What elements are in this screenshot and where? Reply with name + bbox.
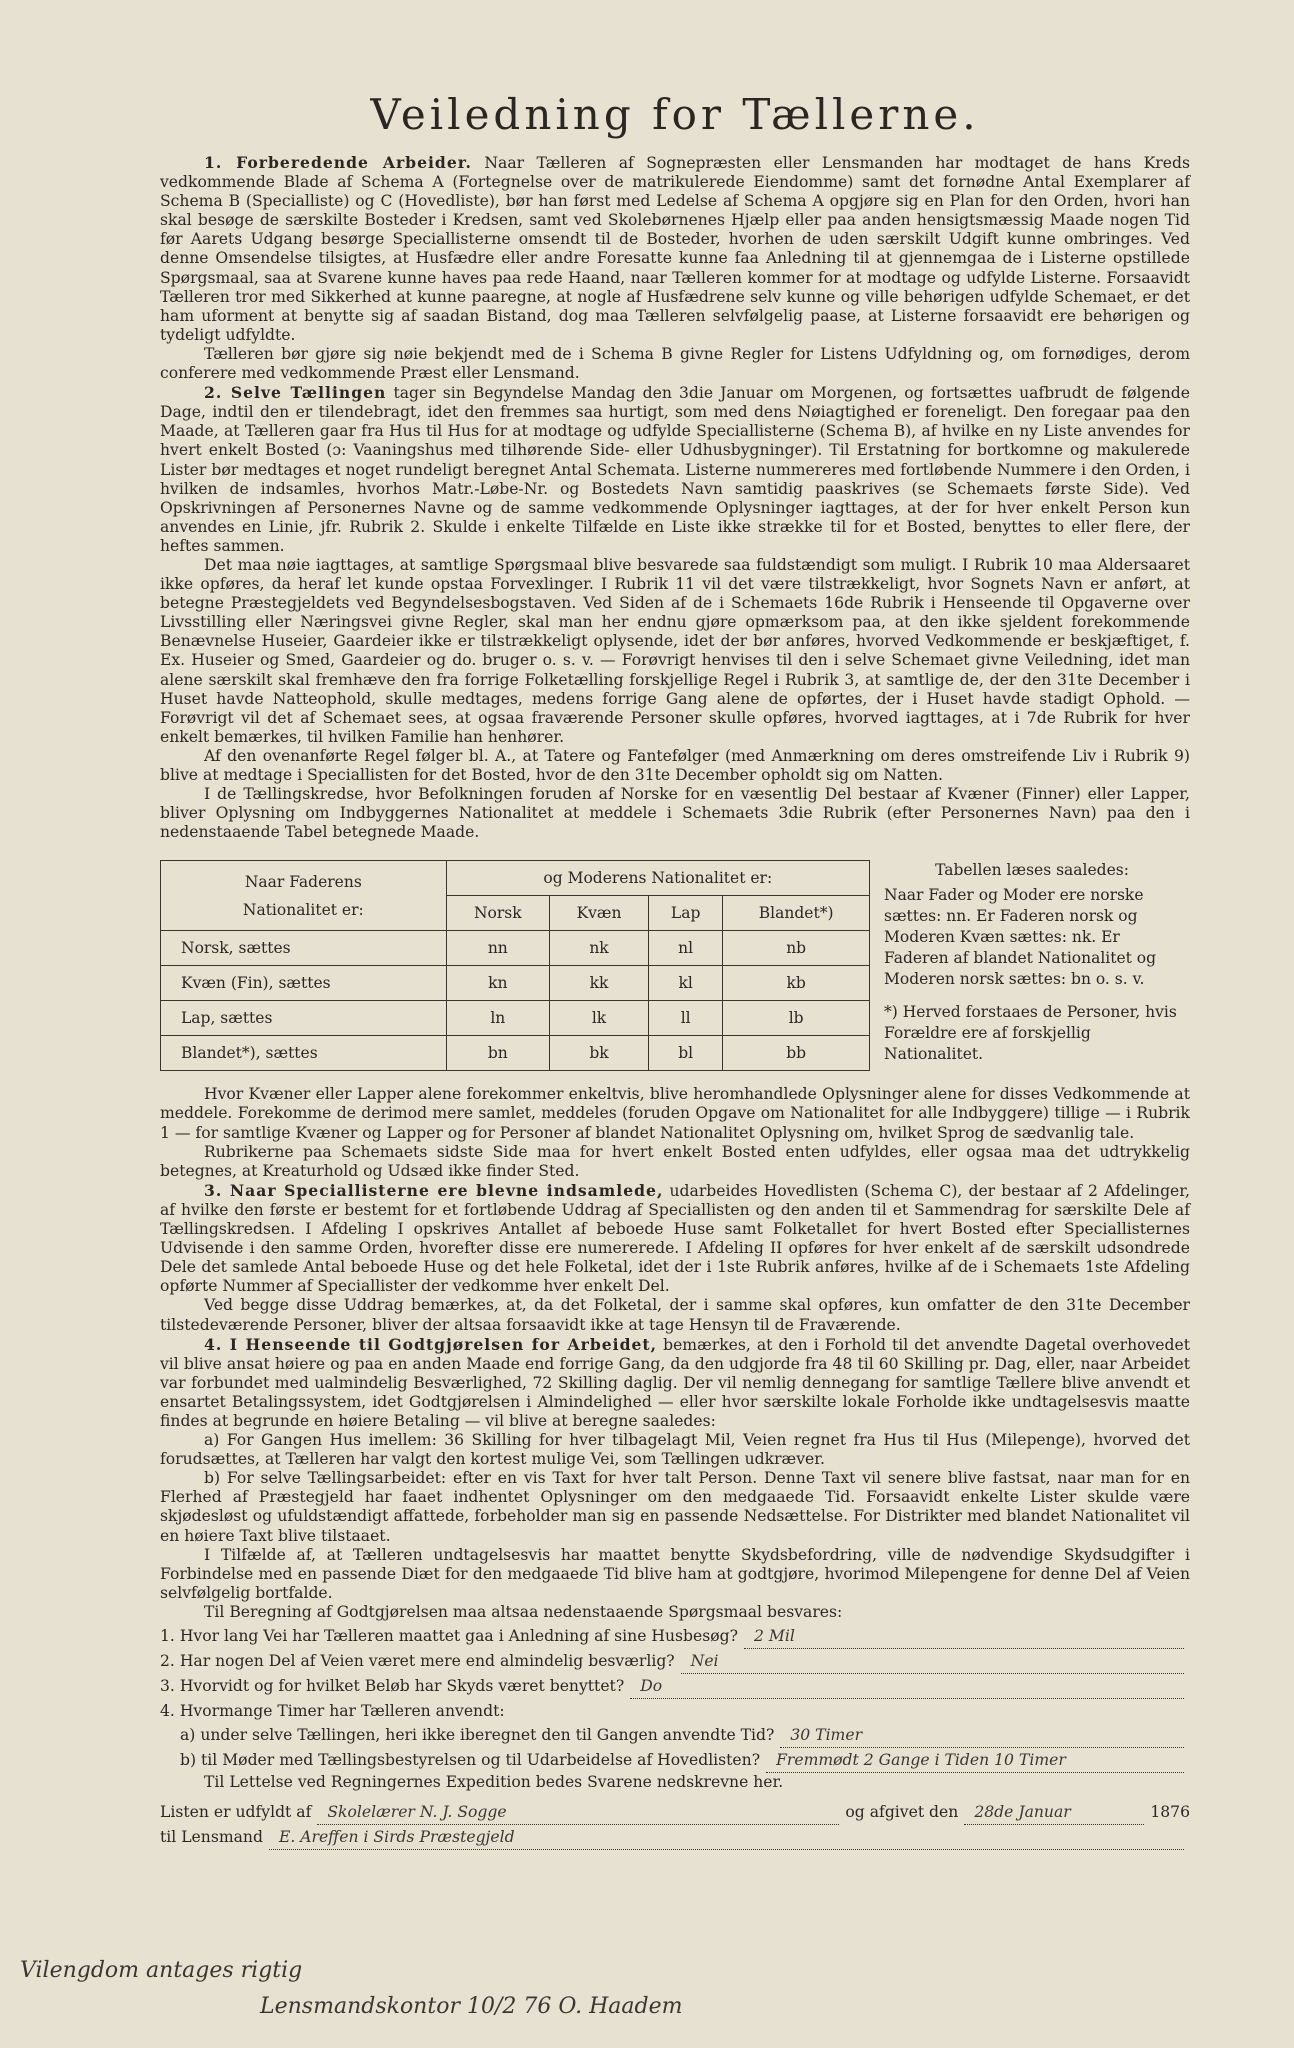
section-2-para-1 bbox=[160, 383, 1190, 556]
section-3-para-2: Ved begge disse Uddrag bemærkes, at, da det Folketal, der i samme skal opføres, kun omfatter de den 31te December tilstedeværende Personer, bliver der altsaa forsaavidt ikke at tage Hensyn til de Fraværende. bbox=[160, 1296, 1190, 1334]
question-text: 1. Hvor lang Vei har Tælleren maattet gaa i Anledning af sine Husbesøg? bbox=[160, 1627, 738, 1645]
section-4-item-b: b) For selve Tællingsarbeidet: efter en vis Taxt for hver talt Person. Denne Taxt vil senere blive fastsat, naar man for en Flerhed af Præstegjeld har faaet indhentet Oplysninger om den medgaaede Tid. Forsaavidt enkelte Lister skulde være skjødesløst og ufuldstændigt affattede, forbeholder man sig en passende Nedsættelse. For Distrikter med blandet Nationalitet vil en høiere Taxt blive tilstaaet. bbox=[160, 1469, 1190, 1545]
filled-by-field[interactable]: Skolelærer N. J. Sogge bbox=[317, 1800, 839, 1825]
table-cell: kk bbox=[550, 966, 649, 1001]
table-row bbox=[161, 1036, 870, 1071]
table-cell: nb bbox=[723, 931, 870, 966]
question-row bbox=[160, 1649, 1190, 1674]
table-row bbox=[161, 966, 870, 1001]
section-1-heading: 1. Forberedende Arbeider. bbox=[204, 153, 472, 172]
table-cell: kn bbox=[446, 966, 549, 1001]
table-cell: lb bbox=[723, 1001, 870, 1036]
answer-field[interactable]: Nei bbox=[681, 1649, 1184, 1674]
answer-field[interactable]: Fremmødt 2 Gange i Tiden 10 Timer bbox=[766, 1748, 1184, 1773]
section-2-text: tager sin Begyndelse Mandag den 3die Januar om Morgenen, og fortsættes uafbrudt de følgende Dage, indtil den er tilendebragt, idet den fremmes saa hurtigt, som med dens Nøiagtighed er foreneligt. Den foregaar paa den Maade, at Tælleren gaar fra Hus til Hus for at modtage og udfylde Speciallisterne (Schema B), af hvilke en ny Liste anvendes for hvert enkelt Bosted (ɔ: Vaaningshus med tilhørende Side- eller Udhusbygninger). Til Erstatning for bortkomne og makulerede Lister bør medtages et noget rundeligt beregnet Antal Schemata. Listerne nummereres med fortløbende Nummere i den Orden, i hvilken de indsamles, hvorhos Matr.-Løbe-Nr. og Bostedets Navn samtidig paaskrives (se Schemaets første Side). Ved Opskrivningen af Personernes Navne og de samme vedkommende Oplysninger iagttages, at der for hver enkelt Person kun anvendes en Linie, jfr. Rubrik 2. Skulde i enkelte Tilfælde en Liste ikke strække til for et Bosted, benyttes to eller flere, der heftes sammen. bbox=[160, 384, 1190, 555]
section-2-para-5: Hvor Kvæner eller Lapper alene forekommer enkeltvis, blive heromhandlede Oplysninger alene for disses Vedkommende at meddele. Forekomme de derimod mere samlet, meddeles (foruden Opgave om Nationalitet for alle Indbyggere) tillige — i Rubrik 1 — for samtlige Kvæner og Lapper og for Personer af blandet Nationalitet Oplysning om, hvilket Sprog de sædvanlig tale. bbox=[160, 1085, 1190, 1142]
question-text: a) under selve Tællingen, heri ikke iberegnet den til Gangen anvendte Tid? bbox=[180, 1726, 775, 1744]
section-4-text: bemærkes, at den i Forhold til det anvendte Dagetal overhovedet vil blive ansat høiere og paa en anden Maade end forrige Gang, da den udgjorde fra 48 til 60 Skilling pr. Dag, eller, naar Arbeidet var forbundet med ualmindelig Besværlighed, 72 Skilling daglig. Der vil nemlig dennegang for samtlige Tællere blive anvendt et ensartet Betalingssystem, idet Godtgjørelsen i Almindelighed — eller hvor særskilte lokale Forholde ikke undtagelsesvis maatte findes at begrunde en høiere Betaling — vil blive at beregne saaledes: bbox=[160, 1335, 1191, 1430]
table-cell: ll bbox=[649, 1001, 723, 1036]
question-row bbox=[160, 1748, 1190, 1773]
closing-instruction: Til Lettelse ved Regningernes Expedition bedes Svarene nedskrevne her. bbox=[204, 1773, 784, 1791]
table-cell: ln bbox=[446, 1001, 549, 1036]
submitted-label: og afgivet den bbox=[845, 1803, 959, 1822]
section-3-heading: 3. Naar Speciallisterne ere blevne indsamlede, bbox=[204, 1180, 664, 1200]
question-text: 2. Har nogen Del af Veien været mere end almindelig besværlig? bbox=[160, 1652, 675, 1670]
table-header-father-line2: Nationalitet er: bbox=[242, 900, 364, 919]
section-4-para-3: Til Beregning af Godtgjørelsen maa altsaa nedenstaaende Spørgsmaal besvares: bbox=[204, 1602, 843, 1621]
questions-list bbox=[160, 1624, 1190, 1792]
table-cell: bn bbox=[446, 1036, 549, 1071]
nationality-block bbox=[160, 860, 1190, 1071]
row-label: Blandet*), sættes bbox=[161, 1036, 447, 1071]
question-text: 4. Hvormange Timer har Tælleren anvendt: bbox=[160, 1702, 505, 1720]
section-2-para-4: I de Tællingskredse, hvor Befolkningen foruden af Norske for en væsentlig Del bestaar af Kvæner (Finner) eller Lapper, bliver Oplysning om Indbyggernes Nationalitet at meddele i Schemaets 3die Rubrik (efter Personernes Navn) paa den i nedenstaaende Tabel betegnede Maade. bbox=[160, 785, 1190, 842]
table-cell: bk bbox=[550, 1036, 649, 1071]
section-1-text: Naar Tælleren af Sognepræsten eller Lensmanden har modtaget de hans Kreds vedkommende Blade af Schema A (Fortegnelse over de matrikulerede Eiendomme) samt det fornødne Antal Exemplarer af Schema B (Specialliste) og C (Hovedliste), bør han først med Ledelse af Schema A opgjøre sig en Plan for den Orden, hvori han skal besøge de særskilte Bosteder i Kredsen, samt ved Skolebørnenes Hjælp eller paa anden hensigtsmæssig Maade nogen Tid før Aarets Udgang besørge Speciallisterne omsendt til de Bosteder, hvorhen de uden særskilt Udgift kunne ombringes. Ved denne Omsendelse tilsigtes, at Husfædre eller andre Foresatte kunne faa Anledning til at gjennemgaa de i Listerne opstillede Spørgsmaal, saa at Svarene kunne haves paa rede Haand, naar Tælleren kommer for at modtage og udfylde Listerne. Forsaavidt Tælleren tror med Sikkerhed at kunne paaregne, at nogle af Husfædrene selv kunne og ville behørigen udfylde Schemaet, er det ham uforment at benytte sig af saadan Bistand, dog maa Tælleren selvfølgelig paase, at Listerne forsaavidt ere behørigen og tydeligt udfyldte. bbox=[160, 154, 1190, 344]
section-3-text: udarbeides Hovedlisten (Schema C), der bestaar af 2 Afdelinger, af hvilke den første er bestemt for et fortløbende Uddrag af Speciallisten og den anden til et Sammendrag for særskilte Dele af Tællingskredsen. I Afdeling I opskrives Antallet af beboede Huse samt Folketallet for hvert Bosted efter Speciallisternes Udvisende i den samme Orden, hvorefter disse ere numererede. I Afdeling II opføres for hver enkelt af de særskilt udsondrede Dele det samlede Antal beboede Huse og det hele Folketal, idet der i 1ste Rubrik anføres, hvilke af de i Schemaets 1ste Afdeling opførte Nummer af Speciallister der vedkomme hver enkelt Del. bbox=[160, 1181, 1190, 1296]
table-cell: nn bbox=[446, 931, 549, 966]
table-row bbox=[161, 931, 870, 966]
question-text: 3. Hvorvidt og for hvilket Beløb har Skyds været benyttet? bbox=[160, 1677, 625, 1695]
section-3-para-1 bbox=[160, 1181, 1190, 1297]
table-cell: bl bbox=[649, 1036, 723, 1071]
question-row bbox=[160, 1624, 1190, 1649]
table-cell: nl bbox=[649, 931, 723, 966]
answer-field[interactable]: 30 Timer bbox=[780, 1723, 1184, 1748]
question-row bbox=[160, 1699, 1190, 1723]
table-header-father-line1: Naar Faderens bbox=[244, 872, 362, 891]
table-row bbox=[161, 1001, 870, 1036]
answer-field[interactable]: 2 Mil bbox=[744, 1624, 1184, 1649]
explanation-heading: Tabellen læses saaledes: bbox=[935, 861, 1129, 880]
question-row bbox=[160, 1674, 1190, 1699]
row-label: Kvæn (Fin), sættes bbox=[161, 966, 447, 1001]
table-header-father bbox=[161, 861, 447, 931]
table-explanation bbox=[884, 860, 1180, 1065]
table-cell: kb bbox=[723, 966, 870, 1001]
column-header: Blandet*) bbox=[723, 896, 870, 931]
section-4-heading: 4. I Henseende til Godtgjørelsen for Arbeidet, bbox=[204, 1334, 658, 1354]
question-text: b) til Møder med Tællingsbestyrelsen og til Udarbeidelse af Hovedlisten? bbox=[180, 1751, 761, 1769]
explanation-footnote: *) Herved forstaaes de Personer, hvis Forældre ere af forskjellig Nationalitet. bbox=[884, 1003, 1177, 1064]
table-cell: lk bbox=[550, 1001, 649, 1036]
table-header-mother: og Moderens Nationalitet er: bbox=[446, 861, 869, 896]
page-title: Veiledning for Tællerne. bbox=[370, 90, 980, 139]
table-cell: kl bbox=[649, 966, 723, 1001]
footer-line-2 bbox=[160, 1825, 1190, 1850]
footer-line-1 bbox=[160, 1800, 1190, 1825]
section-1-para-1 bbox=[160, 153, 1190, 345]
handwritten-note-2: Lensmandskontor 10/2 76 O. Haadem bbox=[260, 1994, 683, 2019]
section-2-para-2: Det maa nøie iagttages, at samtlige Spørgsmaal blive besvarede saa fuldstændigt som muligt. I Rubrik 10 maa Aldersaaret ikke opføres, da heraf let kunde opstaa Forvexlinger. I Rubrik 11 vil det være tilstrækkeligt, hvor Sognets Navn er anført, at betegne Præstegjeldets ved Begyndelsesbogstaven. Ved Siden af de i Schemaets 16de Rubrik i Henseende til Opgaverne over Livsstilling eller Næringsvei givne Regler, skal man her endnu gjøre opmærksom paa, at den ikke sjeldent forekommende Benævnelse Huseier, Gaardeier ikke er tilstrækkeligt oplysende, idet der bør anføres, hvorved Vedkommende er beskjæftiget, f. Ex. Huseier og Smed, Gaardeier og do. bruger o. s. v. — Forøvrigt henvises til den i selve Schemaet givne Veiledning, idet man alene særskilt skal fremhæve den fra forrige Folketælling forskjellige Regel i Rubrik 3, at samtlige de, der den 31te December i Huset havde Natteophold, skulle medtages, medens forrige Gang alene de opførtes, der i Huset havde stadigt Ophold. — Forøvrigt vil det af Schemaet sees, at ogsaa fraværende Personer skulle opføres, hvorved iagttages, at i 7de Rubrik for hver enkelt bemærkes, til hvilken Familie han henhører. bbox=[160, 555, 1190, 746]
submitted-date-field[interactable]: 28de Januar bbox=[964, 1800, 1144, 1825]
answer-field[interactable]: Do bbox=[630, 1674, 1184, 1699]
row-label: Norsk, sættes bbox=[161, 931, 447, 966]
explanation-text: Naar Fader og Moder ere norske sættes: nn. Er Faderen norsk og Moderen Kvæn sættes: nk. Er Faderen af blandet Nationalitet og Moderen norsk sættes: bn o. s. v. bbox=[884, 886, 1157, 989]
handwritten-note-1: Vilengdom antages rigtig bbox=[20, 1958, 303, 1983]
guidance-sheet bbox=[160, 90, 1190, 1850]
section-2-para-6: Rubrikerne paa Schemaets sidste Side maa for hvert enkelt Bosted enten udfyldes, eller ogsaa maa det udtrykkelig betegnes, at Kreaturhold og Udsæd ikke finder Sted. bbox=[160, 1142, 1190, 1180]
sheriff-field[interactable]: E. Areffen i Sirds Præstegjeld bbox=[269, 1825, 1184, 1850]
column-header: Norsk bbox=[446, 896, 549, 931]
section-4-para-1 bbox=[160, 1335, 1190, 1431]
sheriff-label: til Lensmand bbox=[160, 1828, 263, 1847]
section-4-para-2: I Tilfælde af, at Tælleren undtagelsesvis har maattet benytte Skydsbefordring, ville de nødvendige Skydsudgifter i Forbindelse med en passende Diæt for den medgaaede Tid blive ham at godtgjøre, hvorimod Milepengene for denne Del af Veien selvfølgelig bortfalde. bbox=[160, 1545, 1190, 1602]
question-row bbox=[160, 1723, 1190, 1748]
table-cell: bb bbox=[723, 1036, 870, 1071]
section-2-para-3: Af den ovenanførte Regel følger bl. A., at Tatere og Fantefølger (med Anmærkning om deres omstreifende Liv i Rubrik 9) blive at medtage i Speciallisten for det Bosted, hvor de den 31te December opholdt sig om Natten. bbox=[160, 746, 1190, 784]
year-label: 1876 bbox=[1150, 1803, 1190, 1822]
row-label: Lap, sættes bbox=[161, 1001, 447, 1036]
filled-by-label: Listen er udfyldt af bbox=[160, 1803, 312, 1822]
table-cell: nk bbox=[550, 931, 649, 966]
section-1-para-2: Tælleren bør gjøre sig nøie bekjendt med de i Schema B givne Regler for Listens Udfyldning og, om fornødiges, derom conferere med vedkommende Præst eller Lensmand. bbox=[160, 344, 1190, 383]
section-2-heading: 2. Selve Tællingen bbox=[204, 383, 387, 403]
column-header: Lap bbox=[649, 896, 723, 931]
section-4-item-a: a) For Gangen Hus imellem: 36 Skilling for hver tilbagelagt Mil, Veien regnet fra Hus til Hus (Milepenge), hvorved det forudsættes, at Tælleren har valgt den kortest mulige Vei, som Tællingen udkræver. bbox=[160, 1431, 1190, 1469]
nationality-table bbox=[160, 860, 870, 1071]
column-header: Kvæn bbox=[550, 896, 649, 931]
